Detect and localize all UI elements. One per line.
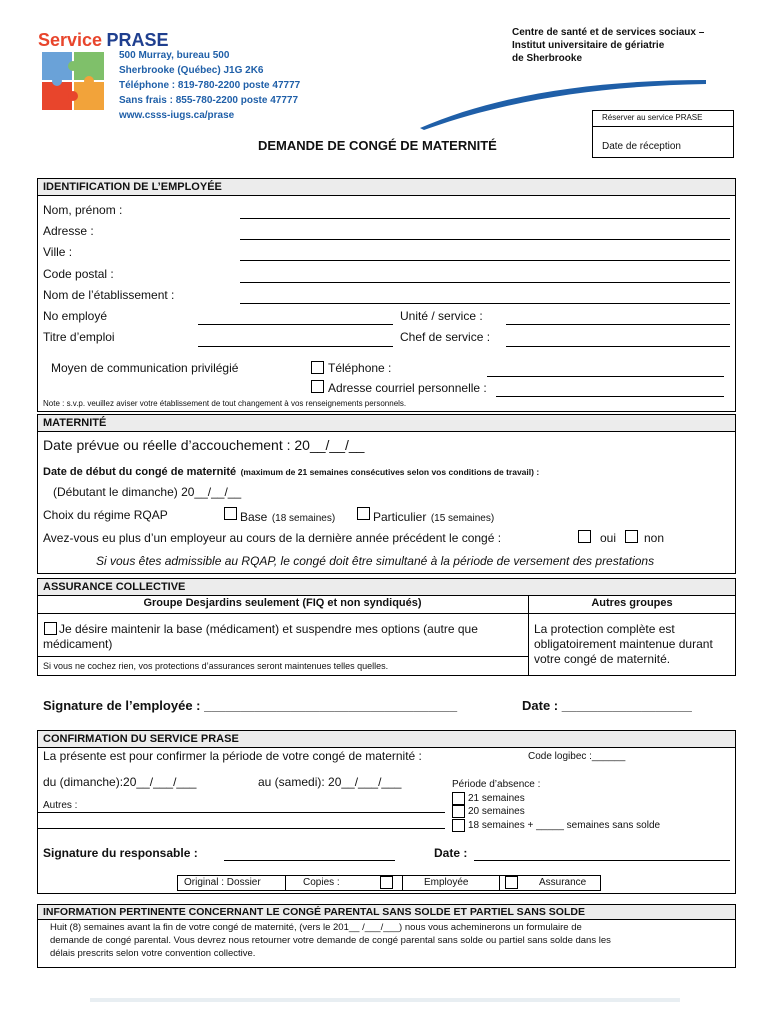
confirmation-intro: La présente est pour confirmer la période de votre congé de maternité : bbox=[43, 749, 422, 763]
rqap-choice-label: Choix du régime RQAP bbox=[43, 508, 168, 522]
parental-info-line-2: demande de congé parental. Vous devrez nous retourner votre demande de congé parental sans solde ou partiel sans solde dans les bbox=[50, 935, 611, 946]
copy-insurance-label: Assurance bbox=[539, 877, 587, 888]
logo-service-text: Service bbox=[38, 30, 103, 50]
phone-checkbox[interactable] bbox=[311, 361, 324, 374]
employee-signature-line[interactable]: Signature de l’employée : ___________________________________ bbox=[43, 698, 458, 713]
employee-no-field[interactable] bbox=[198, 324, 393, 325]
base-label: Base bbox=[240, 510, 268, 524]
copies-label: Copies : bbox=[303, 877, 340, 888]
job-title-label: Titre d’emploi bbox=[43, 330, 115, 344]
weeks-20-label: 20 semaines bbox=[468, 806, 525, 817]
form-title: DEMANDE DE CONGÉ DE MATERNITÉ bbox=[258, 138, 497, 153]
address-line-1: 500 Murray, bureau 500 bbox=[119, 50, 230, 61]
job-title-field[interactable] bbox=[198, 346, 393, 347]
particular-weeks: (15 semaines) bbox=[430, 513, 495, 524]
maintain-base-text: Je désire maintenir la base (médicament) et suspendre mes options (autre que médicament) bbox=[43, 622, 478, 651]
page-bottom-bar bbox=[90, 998, 680, 1002]
manager-date-label: Date : bbox=[434, 846, 468, 860]
base-checkbox[interactable] bbox=[224, 507, 237, 520]
particular-label: Particulier bbox=[373, 510, 427, 524]
address-line-5: www.csss-iugs.ca/prase bbox=[119, 110, 235, 121]
institution-line-1: Centre de santé et de services sociaux – bbox=[512, 27, 705, 38]
reserved-label: Réserver au service PRASE bbox=[602, 113, 703, 122]
rqap-info: Si vous êtes admissible au RQAP, le congé doit être simultané à la période de versement des prestations bbox=[96, 554, 655, 568]
employee-no-label: No employé bbox=[43, 309, 108, 323]
manager-date-field[interactable] bbox=[474, 860, 730, 861]
phone-field[interactable] bbox=[487, 376, 724, 377]
address-field[interactable] bbox=[240, 239, 730, 240]
leave-start-label: Date de début du congé de maternité bbox=[43, 466, 237, 478]
email-checkbox[interactable] bbox=[311, 380, 324, 393]
institution-line-2: Institut universitaire de gériatrie bbox=[512, 40, 665, 51]
email-field[interactable] bbox=[496, 396, 724, 397]
no-checkbox[interactable] bbox=[625, 530, 638, 543]
logibec-code: Code logibec :______ bbox=[528, 751, 626, 762]
address-line-3: Téléphone : 819-780-2200 poste 47777 bbox=[119, 80, 301, 91]
weeks-18-checkbox[interactable] bbox=[452, 819, 465, 832]
due-date-label: Date prévue ou réelle d’accouchement : 20__/__/__ bbox=[43, 437, 365, 453]
parental-info-header: INFORMATION PERTINENTE CONCERNANT LE CONGÉ PARENTAL SANS SOLDE ET PARTIEL SANS SOLDE bbox=[37, 904, 736, 920]
base-weeks: (18 semaines) bbox=[271, 513, 336, 524]
institution-name bbox=[512, 26, 704, 65]
parental-info-text bbox=[50, 921, 611, 960]
identification-header: IDENTIFICATION DE L’EMPLOYÉE bbox=[37, 178, 736, 196]
postal-code-field[interactable] bbox=[240, 282, 730, 283]
leave-start-note: (maximum de 21 semaines consécutives selon vos conditions de travail) : bbox=[240, 467, 540, 477]
postal-code-label: Code postal : bbox=[43, 267, 114, 281]
manager-label: Chef de service : bbox=[400, 330, 491, 344]
unit-label: Unité / service : bbox=[400, 309, 483, 323]
city-field[interactable] bbox=[240, 260, 730, 261]
insurance-header: ASSURANCE COLLECTIVE bbox=[37, 578, 736, 596]
copy-employee-label: Employée bbox=[424, 877, 469, 888]
institution-line-3: de Sherbrooke bbox=[512, 53, 583, 64]
weeks-18-label: 18 semaines + _____ semaines sans solde bbox=[468, 820, 661, 831]
insurance-note: Si vous ne cochez rien, vos protections d’assurances seront maintenues telles quelles. bbox=[43, 661, 389, 671]
unit-field[interactable] bbox=[506, 324, 730, 325]
particular-checkbox[interactable] bbox=[357, 507, 370, 520]
employee-date-line[interactable]: Date : __________________ bbox=[522, 698, 692, 713]
original-file-label: Original : Dossier bbox=[184, 877, 261, 888]
address-line-4: Sans frais : 855-780-2200 poste 47777 bbox=[119, 95, 298, 106]
absence-period-label: Période d’absence : bbox=[452, 779, 541, 790]
yes-label: oui bbox=[600, 531, 617, 545]
yes-checkbox[interactable] bbox=[578, 530, 591, 543]
from-date-label: du (dimanche):20__/___/___ bbox=[43, 775, 197, 789]
personal-info-note: Note : s.v.p. veuillez aviser votre établissement de tout changement à vos renseignements personnels. bbox=[43, 399, 407, 408]
base-option bbox=[240, 508, 335, 526]
email-label: Adresse courriel personnelle : bbox=[328, 381, 487, 395]
copy-insurance-checkbox[interactable] bbox=[505, 876, 518, 889]
leave-start-row bbox=[43, 462, 539, 480]
weeks-21-label: 21 semaines bbox=[468, 793, 525, 804]
manager-signature-label: Signature du responsable : bbox=[43, 846, 198, 860]
contact-pref-label: Moyen de communication privilégié bbox=[51, 361, 239, 375]
parental-info-line-3: délais prescrits selon votre convention collective. bbox=[50, 948, 256, 959]
other-field-1[interactable] bbox=[37, 812, 445, 813]
logo-prase-text: PRASE bbox=[106, 30, 169, 50]
other-groups-text: La protection complète est obligatoirement maintenue durant votre congé de maternité. bbox=[534, 622, 713, 666]
establishment-label: Nom de l’établissement : bbox=[43, 288, 175, 302]
name-label: Nom, prénom : bbox=[43, 203, 123, 217]
multiple-employers-question: Avez-vous eu plus d’un employeur au cours de la dernière année précédent le congé : bbox=[43, 531, 502, 545]
weeks-20-checkbox[interactable] bbox=[452, 805, 465, 818]
name-field[interactable] bbox=[240, 218, 730, 219]
address-line-2: Sherbrooke (Québec) J1G 2K6 bbox=[119, 65, 264, 76]
manager-field[interactable] bbox=[506, 346, 730, 347]
address-block bbox=[119, 48, 300, 123]
weeks-21-checkbox[interactable] bbox=[452, 792, 465, 805]
address-label: Adresse : bbox=[43, 224, 94, 238]
phone-label: Téléphone : bbox=[328, 361, 392, 375]
other-field-2[interactable] bbox=[37, 828, 445, 829]
manager-signature-field[interactable] bbox=[224, 860, 395, 861]
starting-sunday-label: (Débutant le dimanche) 20__/__/__ bbox=[53, 485, 242, 499]
establishment-field[interactable] bbox=[240, 303, 730, 304]
maternity-header: MATERNITÉ bbox=[37, 414, 736, 432]
to-date-label: au (samedi): 20__/___/___ bbox=[258, 775, 402, 789]
particular-option bbox=[373, 508, 494, 526]
desjardins-header: Groupe Desjardins seulement (FIQ et non syndiqués) bbox=[143, 597, 422, 609]
confirmation-header: CONFIRMATION DU SERVICE PRASE bbox=[37, 730, 736, 748]
puzzle-logo-icon bbox=[40, 50, 108, 112]
parental-info-line-1: Huit (8) semaines avant la fin de votre congé de maternité, (vers le 201__ /___/___) nous vous acheminerons un formulaire de bbox=[50, 922, 582, 933]
no-label: non bbox=[644, 531, 665, 545]
copy-employee-checkbox[interactable] bbox=[380, 876, 393, 889]
reception-date-label: Date de réception bbox=[602, 141, 681, 152]
other-groups-header: Autres groupes bbox=[591, 597, 673, 609]
city-label: Ville : bbox=[43, 245, 73, 259]
other-label: Autres : bbox=[43, 800, 78, 811]
